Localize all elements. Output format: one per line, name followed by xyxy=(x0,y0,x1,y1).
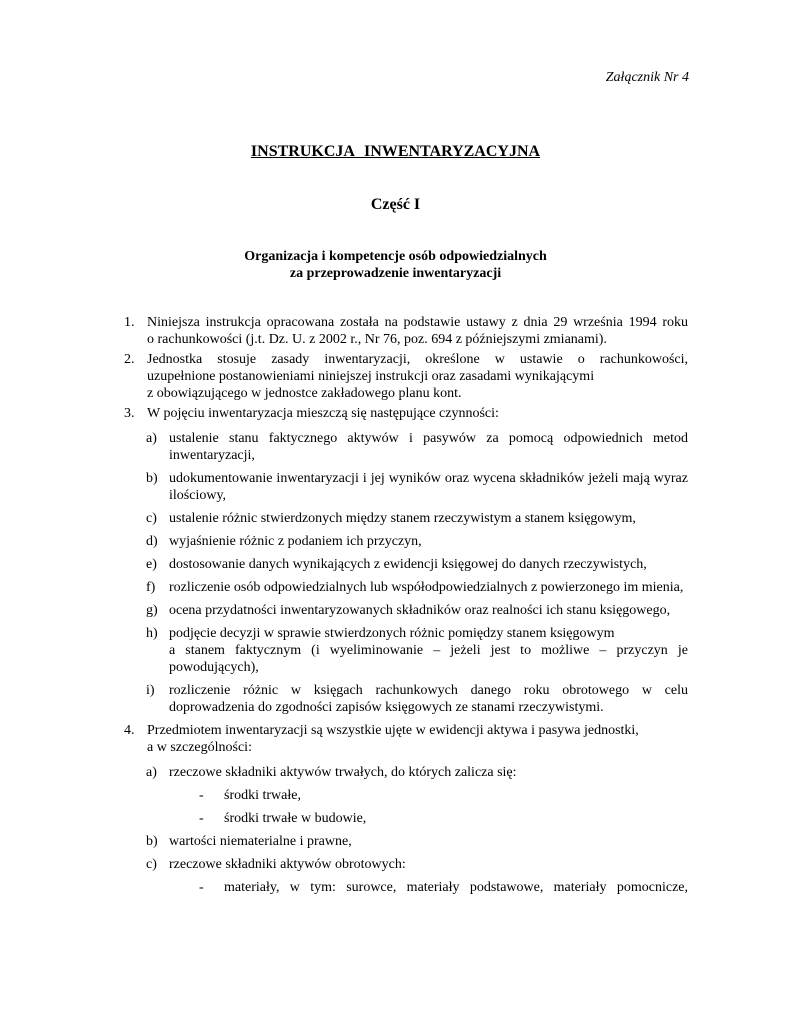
sub-item-letter: a) xyxy=(146,765,157,780)
sub-item-3e xyxy=(120,556,688,573)
sub-item-letter: b) xyxy=(146,834,158,849)
item-number: 3. xyxy=(124,406,135,421)
dash-mark: - xyxy=(199,880,204,895)
item-text: W pojęciu inwentaryzacja mieszczą się następujące czynności: xyxy=(147,406,499,421)
sub-item-letter: i) xyxy=(146,683,155,698)
sub-item-letter: e) xyxy=(146,557,157,572)
item-number: 1. xyxy=(124,315,135,330)
sub-item-text-line: powodujących), xyxy=(169,660,259,675)
annex-label: Załącznik Nr 4 xyxy=(605,70,689,85)
sub-item-3d xyxy=(120,533,688,550)
sub-item-text: ustalenie stanu faktycznego aktywów i pasywów za pomocą odpowiednich metod inwentaryzacji, xyxy=(169,431,688,463)
dash-item-text: środki trwałe w budowie, xyxy=(224,811,367,826)
sub-item-text: ustalenie różnic stwierdzonych między stanem rzeczywistym a stanem księgowym, xyxy=(169,511,636,526)
list-item-3 xyxy=(120,405,688,422)
list-item-1 xyxy=(120,314,688,348)
item-number: 4. xyxy=(124,723,135,738)
sub-item-text: rzeczowe składniki aktywów trwałych, do których zalicza się: xyxy=(169,765,517,780)
sub-item-letter: b) xyxy=(146,471,158,486)
dash-mark: - xyxy=(199,811,204,826)
sub-item-text: wartości niematerialne i prawne, xyxy=(169,834,352,849)
sub-item-text-line: a stanem faktycznym (i wyeliminowanie – jeżeli jest to możliwe – przyczyn je xyxy=(169,643,688,658)
sub-item-text-line: podjęcie decyzji w sprawie stwierdzonych różnic pomiędzy stanem księgowym xyxy=(169,626,615,641)
list-item-2 xyxy=(120,351,688,402)
sub-item-letter: f) xyxy=(146,580,156,595)
part-heading: Część I xyxy=(370,196,421,213)
sub-item-text: rozliczenie osób odpowiedzialnych lub współodpowiedzialnych z powierzonego im mienia, xyxy=(169,580,684,595)
dash-item-text: materiały, w tym: surowce, materiały podstawowe, materiały pomocnicze, xyxy=(224,880,688,895)
dash-item-text: środki trwałe, xyxy=(224,788,301,803)
sub-item-text: dostosowanie danych wynikających z ewidencji księgowej do danych rzeczywistych, xyxy=(169,557,647,572)
sub-item-3i xyxy=(120,682,688,716)
sub-item-text: wyjaśnienie różnic z podaniem ich przyczyn, xyxy=(169,534,422,549)
sub-item-letter: g) xyxy=(146,603,158,618)
item-text-line: uzupełnione postanowieniami niniejszej instrukcji oraz zasadami wynikającymi xyxy=(147,369,595,384)
item-text-line: a w szczególności: xyxy=(147,740,252,755)
sub-item-text: rozliczenie różnic w księgach rachunkowych danego roku obrotowego w celu doprowadzenia do zgodności zapisów księgowych ze stanami rzeczywistymi. xyxy=(169,683,688,715)
subtitle-line: Organizacja i kompetencje osób odpowiedzialnych xyxy=(244,249,547,264)
sub-item-3a xyxy=(120,430,688,464)
document-body xyxy=(120,314,688,902)
item-text-line: o rachunkowości (j.t. Dz. U. z 2002 r., Nr 76, poz. 694 z późniejszymi zmianami). xyxy=(147,332,607,347)
dash-item xyxy=(120,810,688,827)
dash-item xyxy=(120,879,688,896)
sub-item-text: ocena przydatności inwentaryzowanych składników oraz realności ich stanu księgowego, xyxy=(169,603,671,618)
sub-item-text: rzeczowe składniki aktywów obrotowych: xyxy=(169,857,406,872)
sub-item-4b xyxy=(120,833,688,850)
dash-mark: - xyxy=(199,788,204,803)
subtitle-line: za przeprowadzenie inwentaryzacji xyxy=(289,266,502,281)
item-text-line: z obowiązującego w jednostce zakładowego planu kont. xyxy=(147,386,462,401)
sub-item-4a xyxy=(120,764,688,781)
sub-item-letter: c) xyxy=(146,857,157,872)
sub-item-letter: a) xyxy=(146,431,157,446)
sub-item-3g xyxy=(120,602,688,619)
item-text-line: Niniejsza instrukcja opracowana została na podstawie ustawy z dnia 29 września 1994 roku xyxy=(147,315,688,330)
sub-item-3c xyxy=(120,510,688,527)
sub-item-3f xyxy=(120,579,688,596)
list-item-4 xyxy=(120,722,688,756)
section-subtitle xyxy=(0,248,791,282)
item-text-line: Przedmiotem inwentaryzacji są wszystkie ujęte w ewidencji aktywa i pasywa jednostki, xyxy=(147,723,639,738)
sub-item-3h xyxy=(120,625,688,676)
item-number: 2. xyxy=(124,352,135,367)
sub-item-3b xyxy=(120,470,688,504)
sub-item-text: udokumentowanie inwentaryzacji i jej wyników oraz wycena składników jeżeli mają wyraz ilościowy, xyxy=(169,471,688,503)
sub-item-4c xyxy=(120,856,688,873)
sub-item-letter: c) xyxy=(146,511,157,526)
sub-item-letter: d) xyxy=(146,534,158,549)
item-text-line: Jednostka stosuje zasady inwentaryzacji, określone w ustawie o rachunkowości, xyxy=(147,352,688,367)
sub-item-letter: h) xyxy=(146,626,158,641)
dash-item xyxy=(120,787,688,804)
document-title: INSTRUKCJA INWENTARYZACYJNA xyxy=(250,143,541,160)
